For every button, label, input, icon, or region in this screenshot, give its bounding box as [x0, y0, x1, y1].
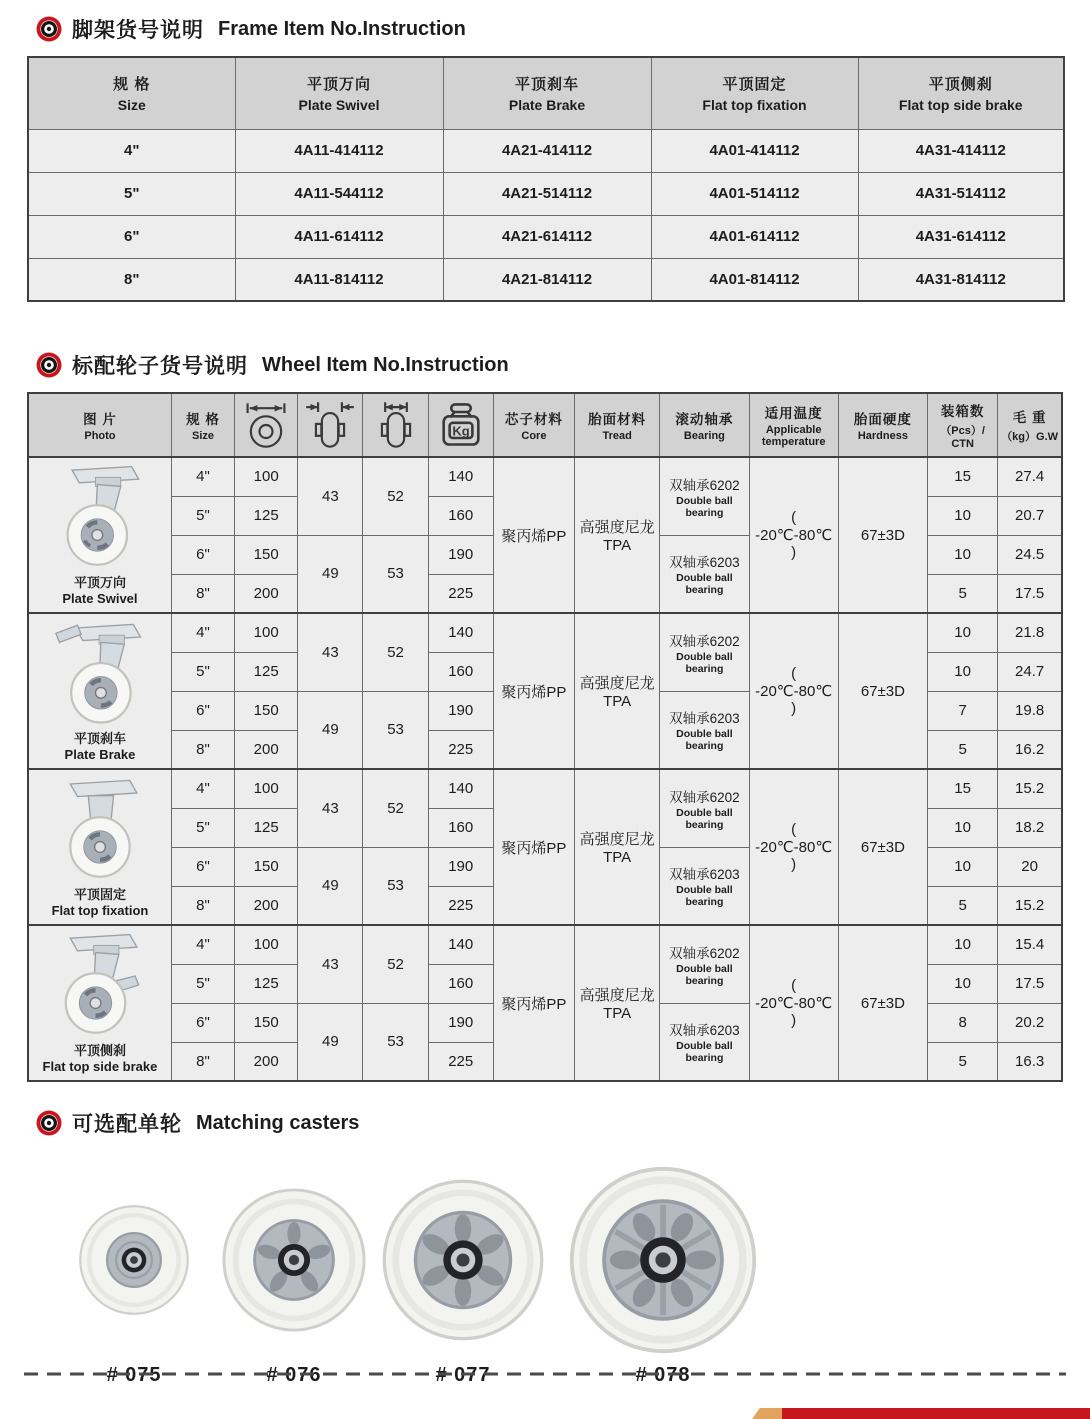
cell-pcs: 10	[928, 925, 998, 964]
cell-pcs: 10	[928, 496, 998, 535]
cell-gw: 24.5	[998, 535, 1062, 574]
cell-pcs: 10	[928, 964, 998, 1003]
cell-size: 5"	[171, 808, 234, 847]
svg-text:Kg: Kg	[452, 423, 470, 439]
cell-width: 53	[363, 691, 428, 769]
matching-casters-row	[58, 1172, 1090, 1387]
matching-title-zh: 可选配单轮	[72, 1113, 182, 1136]
cell-width: 43	[298, 925, 363, 1003]
cell-width: 52	[363, 925, 428, 1003]
cell-load: 140	[428, 613, 493, 652]
cell-core: 聚丙烯PP	[493, 769, 574, 925]
frame-col-plate-swivel: 平顶万向 Plate Swivel	[235, 57, 443, 129]
frame-col-flat-top-side-brake: 平顶侧刹 Flat top side brake	[858, 57, 1064, 129]
cell-width: 49	[298, 535, 363, 613]
cell-item-no: 4A11-414112	[235, 129, 443, 172]
cell-size: 8"	[171, 1042, 234, 1081]
cell-diameter: 200	[235, 1042, 298, 1081]
cell-pcs: 10	[928, 847, 998, 886]
frame-title-zh: 脚架货号说明	[72, 19, 204, 42]
cell-size: 5"	[171, 964, 234, 1003]
cell-load: 190	[428, 535, 493, 574]
frame-title-en: Frame Item No.Instruction	[218, 17, 466, 40]
cell-diameter: 150	[235, 691, 298, 730]
cell-gw: 15.4	[998, 925, 1062, 964]
cell-gw: 18.2	[998, 808, 1062, 847]
wheel-diameter-icon	[235, 393, 298, 457]
footer-red-ribbon	[782, 1408, 1090, 1419]
cell-gw: 15.2	[998, 769, 1062, 808]
cell-size: 6"	[171, 535, 234, 574]
cell-diameter: 125	[235, 496, 298, 535]
bullseye-icon	[36, 352, 62, 378]
cell-hardness: 67±3D	[838, 613, 927, 769]
matching-title-en: Matching casters	[196, 1111, 360, 1134]
cell-size: 4"	[171, 769, 234, 808]
cell-diameter: 125	[235, 964, 298, 1003]
cell-item-no: 4A31-414112	[858, 129, 1064, 172]
cell-width: 43	[298, 769, 363, 847]
cell-temperature: ( -20℃-80℃ )	[749, 613, 838, 769]
cell-item-no: 4A21-814112	[443, 258, 651, 301]
cell-diameter: 200	[235, 574, 298, 613]
wheel-tread-width-icon	[363, 393, 428, 457]
cell-diameter: 100	[235, 613, 298, 652]
cell-size: 5"	[28, 172, 235, 215]
caster-photo-flat-top-side-brake: 平顶侧刹 Flat top side brake	[28, 925, 171, 1081]
wheel-table-header-row	[28, 393, 1062, 457]
cell-width: 53	[363, 847, 428, 925]
dashed-divider	[24, 1372, 1066, 1376]
cell-size: 8"	[28, 258, 235, 301]
cell-item-no: 4A11-814112	[235, 258, 443, 301]
cell-size: 4"	[171, 457, 234, 496]
cell-width: 52	[363, 613, 428, 691]
cell-diameter: 200	[235, 730, 298, 769]
cell-load: 160	[428, 808, 493, 847]
wheel-075-label: # 075	[106, 1364, 162, 1386]
cell-bearing: 双轴承6202 Double ball bearing	[660, 457, 749, 535]
cell-gw: 15.2	[998, 886, 1062, 925]
cell-hardness: 67±3D	[838, 457, 927, 613]
cell-bearing: 双轴承6202 Double ball bearing	[660, 925, 749, 1003]
col-size: 规 格 Size	[171, 393, 234, 457]
cell-load: 225	[428, 574, 493, 613]
cell-size: 6"	[171, 1003, 234, 1042]
cell-diameter: 200	[235, 886, 298, 925]
cell-diameter: 150	[235, 1003, 298, 1042]
cell-width: 49	[298, 1003, 363, 1081]
caster-photo-flat-top-fixation: 平顶固定 Flat top fixation	[28, 769, 171, 925]
table-row	[28, 457, 1062, 496]
cell-core: 聚丙烯PP	[493, 457, 574, 613]
col-photo: 图 片 Photo	[28, 393, 171, 457]
cell-gw: 16.3	[998, 1042, 1062, 1081]
cell-temperature: ( -20℃-80℃ )	[749, 769, 838, 925]
cell-size: 4"	[171, 613, 234, 652]
cell-diameter: 150	[235, 847, 298, 886]
wheel-078-label: # 078	[635, 1364, 691, 1386]
cell-bearing: 双轴承6203 Double ball bearing	[660, 847, 749, 925]
table-row	[28, 258, 1064, 301]
cell-diameter: 125	[235, 652, 298, 691]
cell-tread: 高强度尼龙TPA	[575, 925, 660, 1081]
cell-load: 140	[428, 925, 493, 964]
cell-size: 8"	[171, 730, 234, 769]
cell-item-no: 4A21-614112	[443, 215, 651, 258]
cell-size: 8"	[171, 886, 234, 925]
bullseye-icon	[36, 16, 62, 42]
list-item	[216, 1172, 372, 1387]
list-item	[380, 1172, 546, 1387]
cell-gw: 20.7	[998, 496, 1062, 535]
cell-bearing: 双轴承6203 Double ball bearing	[660, 691, 749, 769]
cell-load: 225	[428, 730, 493, 769]
cell-load: 225	[428, 1042, 493, 1081]
cell-width: 43	[298, 613, 363, 691]
cell-load: 225	[428, 886, 493, 925]
cell-gw: 17.5	[998, 964, 1062, 1003]
cell-diameter: 125	[235, 808, 298, 847]
cell-pcs: 15	[928, 769, 998, 808]
cell-temperature: ( -20℃-80℃ )	[749, 457, 838, 613]
wheel-075-image	[78, 1172, 190, 1348]
cell-pcs: 7	[928, 691, 998, 730]
caster-fixed-image	[29, 775, 171, 883]
cell-width: 53	[363, 1003, 428, 1081]
cell-gw: 27.4	[998, 457, 1062, 496]
cell-core: 聚丙烯PP	[493, 925, 574, 1081]
cell-item-no: 4A01-614112	[651, 215, 858, 258]
frame-table	[27, 56, 1065, 302]
cell-item-no: 4A21-414112	[443, 129, 651, 172]
cell-bearing: 双轴承6203 Double ball bearing	[660, 1003, 749, 1081]
col-core: 芯子材料 Core	[493, 393, 574, 457]
caster-brake-image	[29, 619, 171, 727]
cell-load: 190	[428, 1003, 493, 1042]
cell-load: 190	[428, 691, 493, 730]
cell-bearing: 双轴承6202 Double ball bearing	[660, 613, 749, 691]
cell-hardness: 67±3D	[838, 925, 927, 1081]
cell-pcs: 5	[928, 886, 998, 925]
cell-item-no: 4A31-614112	[858, 215, 1064, 258]
cell-pcs: 10	[928, 652, 998, 691]
frame-col-flat-top-fixation: 平顶固定 Flat top fixation	[651, 57, 858, 129]
cell-item-no: 4A31-514112	[858, 172, 1064, 215]
wheel-section-title	[36, 350, 1090, 380]
cell-tread: 高强度尼龙TPA	[575, 457, 660, 613]
cell-item-no: 4A01-514112	[651, 172, 858, 215]
frame-section-title	[36, 14, 1090, 44]
cell-width: 49	[298, 847, 363, 925]
cell-gw: 20	[998, 847, 1062, 886]
cell-size: 4"	[28, 129, 235, 172]
wheel-overall-width-icon	[298, 393, 363, 457]
list-item	[58, 1172, 210, 1387]
wheel-title-zh: 标配轮子货号说明	[72, 355, 248, 378]
cell-bearing: 双轴承6203 Double ball bearing	[660, 535, 749, 613]
wheel-077-label: # 077	[435, 1364, 491, 1386]
cell-load: 160	[428, 496, 493, 535]
cell-pcs: 5	[928, 1042, 998, 1081]
table-row	[28, 172, 1064, 215]
cell-pcs: 5	[928, 730, 998, 769]
wheel-077-image	[381, 1172, 545, 1348]
cell-size: 5"	[171, 496, 234, 535]
cell-gw: 16.2	[998, 730, 1062, 769]
cell-diameter: 150	[235, 535, 298, 574]
cell-size: 8"	[171, 574, 234, 613]
cell-gw: 20.2	[998, 1003, 1062, 1042]
cell-size: 4"	[171, 925, 234, 964]
cell-tread: 高强度尼龙TPA	[575, 613, 660, 769]
bullseye-icon	[36, 1110, 62, 1136]
cell-gw: 21.8	[998, 613, 1062, 652]
cell-width: 43	[298, 457, 363, 535]
col-temperature: 适用温度 Applicable temperature	[749, 393, 838, 457]
wheel-076-label: # 076	[266, 1364, 322, 1386]
cell-pcs: 8	[928, 1003, 998, 1042]
cell-item-no: 4A01-814112	[651, 258, 858, 301]
cell-pcs: 15	[928, 457, 998, 496]
frame-col-plate-brake: 平顶刹车 Plate Brake	[443, 57, 651, 129]
table-row	[28, 925, 1062, 964]
cell-width: 53	[363, 535, 428, 613]
cell-gw: 19.8	[998, 691, 1062, 730]
cell-size: 6"	[28, 215, 235, 258]
col-ctn: 装箱数 （Pcs）/ CTN	[928, 393, 998, 457]
wheel-076-image	[221, 1172, 367, 1348]
cell-bearing: 双轴承6202 Double ball bearing	[660, 769, 749, 847]
cell-item-no: 4A11-614112	[235, 215, 443, 258]
cell-temperature: ( -20℃-80℃ )	[749, 925, 838, 1081]
cell-core: 聚丙烯PP	[493, 613, 574, 769]
cell-item-no: 4A31-814112	[858, 258, 1064, 301]
cell-width: 52	[363, 769, 428, 847]
cell-gw: 17.5	[998, 574, 1062, 613]
cell-hardness: 67±3D	[838, 769, 927, 925]
cell-item-no: 4A11-544112	[235, 172, 443, 215]
wheel-title-en: Wheel Item No.Instruction	[262, 353, 509, 376]
caster-side-brake-image	[29, 931, 171, 1039]
table-row	[28, 769, 1062, 808]
cell-diameter: 100	[235, 457, 298, 496]
caster-swivel-image	[29, 463, 171, 571]
cell-load: 140	[428, 769, 493, 808]
cell-pcs: 10	[928, 808, 998, 847]
matching-section-title	[36, 1108, 1090, 1138]
cell-pcs: 10	[928, 535, 998, 574]
table-row	[28, 215, 1064, 258]
cell-size: 6"	[171, 847, 234, 886]
col-tread: 胎面材料 Tread	[575, 393, 660, 457]
cell-gw: 24.7	[998, 652, 1062, 691]
wheel-078-image	[568, 1172, 758, 1348]
table-row	[28, 613, 1062, 652]
frame-table-header-row	[28, 57, 1064, 129]
wheel-table	[27, 392, 1063, 1082]
table-row	[28, 129, 1064, 172]
cell-diameter: 100	[235, 769, 298, 808]
caster-photo-plate-swivel: 平顶万向 Plate Swivel	[28, 457, 171, 613]
cell-size: 6"	[171, 691, 234, 730]
cell-item-no: 4A01-414112	[651, 129, 858, 172]
frame-col-size: 规 格 Size	[28, 57, 235, 129]
cell-pcs: 5	[928, 574, 998, 613]
cell-load: 140	[428, 457, 493, 496]
cell-load: 160	[428, 964, 493, 1003]
cell-pcs: 10	[928, 613, 998, 652]
cell-item-no: 4A21-514112	[443, 172, 651, 215]
list-item	[560, 1172, 766, 1387]
col-gw: 毛 重 （kg）G.W	[998, 393, 1062, 457]
cell-size: 5"	[171, 652, 234, 691]
col-bearing: 滚动轴承 Bearing	[660, 393, 749, 457]
cell-width: 52	[363, 457, 428, 535]
cell-diameter: 100	[235, 925, 298, 964]
cell-load: 160	[428, 652, 493, 691]
cell-tread: 高强度尼龙TPA	[575, 769, 660, 925]
cell-width: 49	[298, 691, 363, 769]
caster-photo-plate-brake: 平顶刹车 Plate Brake	[28, 613, 171, 769]
col-hardness: 胎面硬度 Hardness	[838, 393, 927, 457]
kg-weight-icon	[428, 393, 493, 457]
cell-load: 190	[428, 847, 493, 886]
